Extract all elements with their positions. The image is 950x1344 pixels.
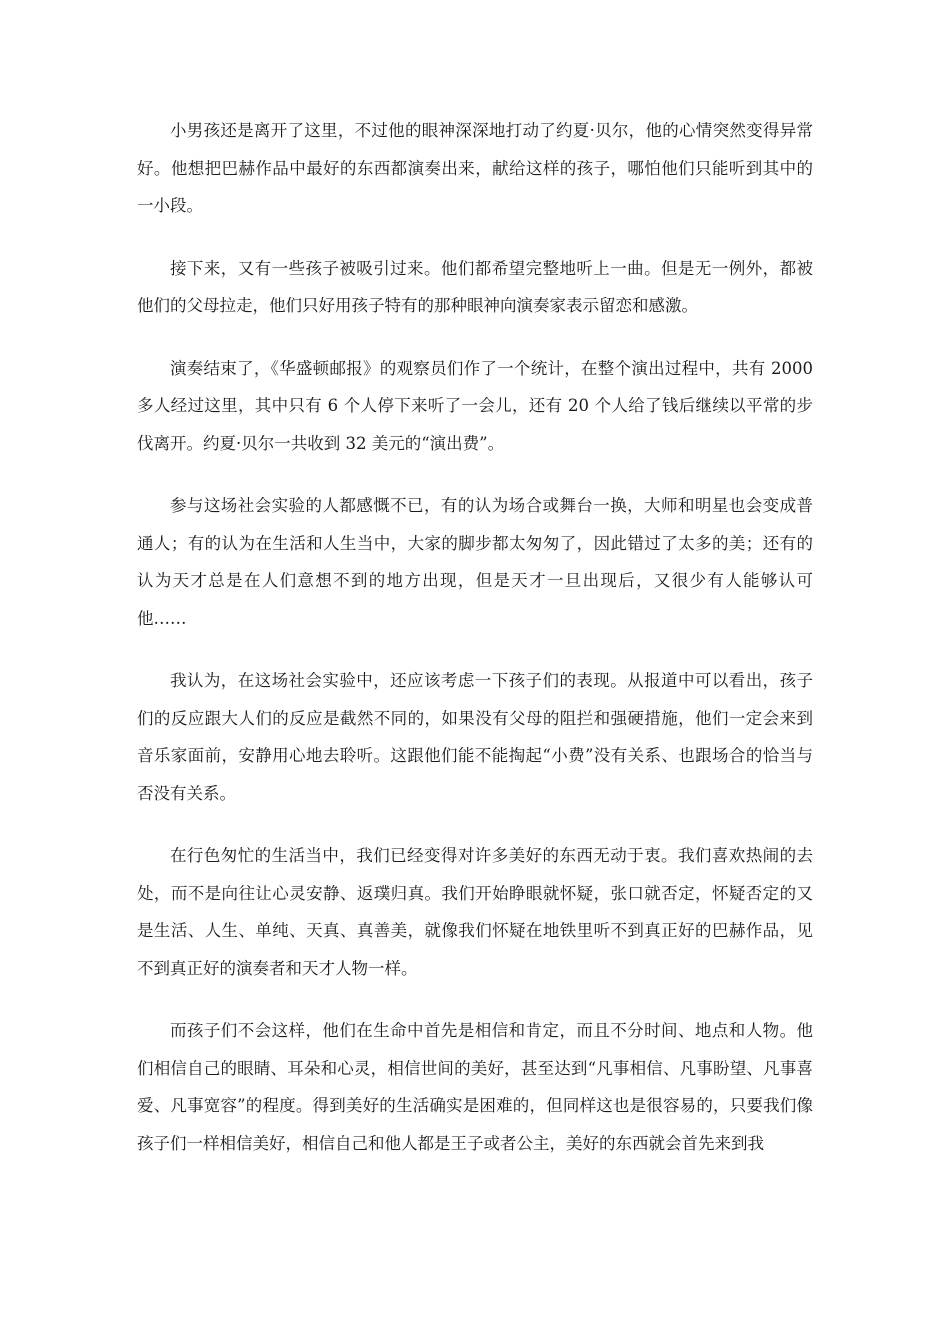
paragraph-performance-statistics: 演奏结束了，《华盛顿邮报》的观察员们作了一个统计，在整个演出过程中，共有 2000 多人经过这里，其中只有 6 个人停下来听了一会儿，还有 20 个人给了钱后继续以平常的步伐离开。约夏·贝尔一共收到 32 美元的“演出费”。 xyxy=(137,358,813,453)
paragraph-children-reaction: 我认为，在这场社会实验中，还应该考虑一下孩子们的表现。从报道中可以看出，孩子们的反应跟大人们的反应是截然不同的，如果没有父母的阻拦和强硬措施，他们一定会来到音乐家面前，安静用心地去聆听。这跟他们能不能掏起“小费”没有关系、也跟场合的恰当与否没有关系。 xyxy=(137,671,813,803)
document-body xyxy=(137,112,813,1162)
paragraph-children-attracted: 接下来，又有一些孩子被吸引过来。他们都希望完整地听上一曲。但是无一例外，都被他们的父母拉走，他们只好用孩子特有的那种眼神向演奏家表示留恋和感激。 xyxy=(137,258,813,315)
paragraph-participants-reflection: 参与这场社会实验的人都感慨不已，有的认为场合或舞台一换，大师和明星也会变成普通人；有的认为在生活和人生当中，大家的脚步都太匆匆了，因此错过了太多的美；还有的认为天才总是在人们意想不到的地方出现，但是天才一旦出现后，又很少有人能够认可他…… xyxy=(137,496,813,628)
paragraph-children-believe: 而孩子们不会这样，他们在生命中首先是相信和肯定，而且不分时间、地点和人物。他们相信自己的眼睛、耳朵和心灵，相信世间的美好，甚至达到“凡事相信、凡事盼望、凡事喜爱、凡事宽容”的程度。得到美好的生活确实是困难的，但同样这也是很容易的，只要我们像孩子们一样相信美好，相信自己和他人都是王子或者公主，美好的东西就会首先来到我 xyxy=(137,1021,813,1153)
paragraph-boy-leaves: 小男孩还是离开了这里，不过他的眼神深深地打动了约夏·贝尔，他的心情突然变得异常好。他想把巴赫作品中最好的东西都演奏出来，献给这样的孩子，哪怕他们只能听到其中的一小段。 xyxy=(137,121,813,215)
paragraph-busy-life: 在行色匆忙的生活当中，我们已经变得对许多美好的东西无动于衷。我们喜欢热闹的去处，而不是向往让心灵安静、返璞归真。我们开始睁眼就怀疑，张口就否定，怀疑否定的又是生活、人生、单纯、天真、真善美，就像我们怀疑在地铁里听不到真正好的巴赫作品，见不到真正好的演奏者和天才人物一样。 xyxy=(137,846,813,978)
